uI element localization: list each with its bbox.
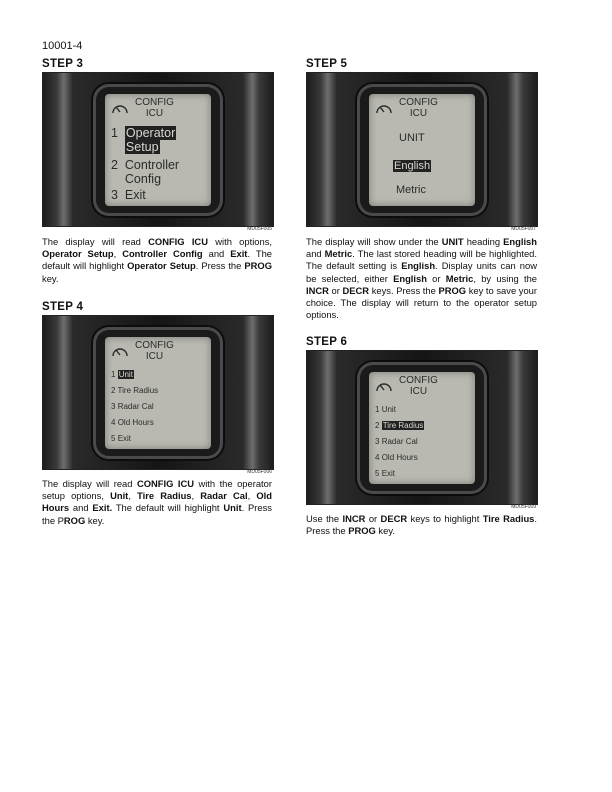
text-run: key. <box>85 514 105 526</box>
text-run: English <box>393 272 427 284</box>
text-run: Old Hours <box>42 490 272 514</box>
gauge-icon <box>375 379 393 393</box>
text-run: DECR <box>342 284 370 296</box>
text-run: key. <box>375 525 395 537</box>
step-5-photo <box>306 72 538 227</box>
text-run: Use the <box>306 513 343 524</box>
step-6-title: STEP 6 <box>306 336 348 348</box>
text-run: The display will read <box>42 236 149 247</box>
lcd-option-metric: Metric <box>396 184 426 196</box>
lcd-screen <box>105 94 211 206</box>
text-run: with options, <box>207 236 272 247</box>
lcd-heading: CONFIG ICU <box>135 340 174 362</box>
display-bezel <box>93 84 223 216</box>
text-run: Metric <box>324 248 353 260</box>
text-run: The display will read <box>42 478 137 489</box>
text-run: PROG <box>244 260 272 272</box>
text-run: Tire Radius <box>137 490 192 502</box>
text-run: and <box>202 248 231 260</box>
text-run: and <box>69 502 93 514</box>
step-4-title: STEP 4 <box>42 301 84 313</box>
text-run: with the operator setup options, <box>42 478 272 502</box>
step-6-text <box>306 513 537 537</box>
text-run: Tire Radius <box>482 513 535 524</box>
text-run: or <box>426 272 446 284</box>
text-run: . Press the <box>195 260 245 272</box>
step-6-figure-id: MD05F009 <box>511 504 536 510</box>
text-run: Exit <box>230 248 248 260</box>
text-run: PROG <box>438 284 467 296</box>
lcd-option-4: 4 Old Hours <box>375 453 418 462</box>
text-run: English <box>401 260 436 272</box>
lcd-option-3: 3 Exit <box>111 188 146 202</box>
text-run: , <box>247 490 257 502</box>
text-run: INCR <box>306 284 329 296</box>
text-run: The display will show under the <box>306 236 442 247</box>
lcd-option-1: 1 Operator Setup <box>111 126 176 154</box>
text-run: , <box>191 490 201 502</box>
step-4-text <box>42 478 272 527</box>
text-run: or <box>365 513 381 524</box>
lcd-option-english: English <box>394 160 431 172</box>
text-run: or <box>328 284 343 296</box>
text-run: . Display units can now be selected, either <box>306 260 537 284</box>
text-run: , <box>113 248 123 260</box>
lcd-option-5: 5 Exit <box>375 469 396 478</box>
text-run: The default will highlight <box>112 502 224 514</box>
lcd-option-2: 2 Tire Radius <box>111 386 159 395</box>
text-run: Operator Setup <box>42 248 114 260</box>
text-run: CONFIG ICU <box>148 236 208 247</box>
text-run: heading <box>463 236 504 247</box>
step-3-figure-id: MD05F005 <box>247 226 272 232</box>
step-3-title: STEP 3 <box>42 58 84 70</box>
lcd-option-2: 2 Controller Config <box>111 158 180 186</box>
gauge-icon <box>375 101 393 115</box>
display-bezel <box>93 327 223 459</box>
text-run: English <box>503 236 537 247</box>
text-run: UNIT <box>441 236 464 247</box>
lcd-screen <box>105 337 211 449</box>
step-4-photo <box>42 315 274 470</box>
step-5-text <box>306 236 537 321</box>
lcd-option-1: 1 Unit <box>375 405 396 414</box>
lcd-option-3: 3 Radar Cal <box>375 437 418 446</box>
text-run: DECR <box>380 513 408 524</box>
text-run: and <box>306 248 325 260</box>
text-run: INCR <box>342 513 366 524</box>
display-bezel <box>357 84 487 216</box>
text-run: . The last stored heading will be highlighted. The default setting is <box>306 248 537 272</box>
step-6-photo <box>306 350 538 505</box>
lcd-menu-list <box>111 367 158 447</box>
lcd-screen <box>369 94 475 206</box>
gauge-icon <box>111 344 129 358</box>
lcd-option-5: 5 Exit <box>111 434 132 443</box>
lcd-menu-list <box>375 402 424 482</box>
text-run: . Press the <box>306 513 538 537</box>
step-4-figure-id: MD05F006 <box>247 469 272 475</box>
display-bezel <box>357 362 487 494</box>
text-run: Exit. <box>92 502 113 514</box>
text-run: Operator Setup <box>127 260 196 272</box>
text-run: Controller Config <box>122 248 203 260</box>
lcd-option-4: 4 Old Hours <box>111 418 154 427</box>
lcd-option-1: 1 Unit <box>111 370 133 379</box>
text-run: keys. Press the <box>369 284 439 296</box>
text-run: , by using the <box>473 272 538 284</box>
text-run: Unit <box>110 490 129 502</box>
lcd-screen <box>369 372 475 484</box>
text-run: ROG <box>63 514 86 526</box>
lcd-unit-heading: UNIT <box>399 132 425 144</box>
lcd-option-3: 3 Radar Cal <box>111 402 154 411</box>
text-run: . The default will highlight <box>42 248 272 272</box>
text-run: , <box>128 490 138 502</box>
text-run: key. <box>42 272 59 284</box>
text-run: . Press the P <box>42 502 272 526</box>
text-run: Unit <box>223 502 242 514</box>
lcd-heading: CONFIG ICU <box>399 97 438 119</box>
text-run: key to save your choice. The display will return to the operator setup options. <box>306 284 538 321</box>
text-run: PROG <box>348 525 376 537</box>
lcd-option-2: 2 Tire Radius <box>375 421 424 430</box>
lcd-heading: CONFIG ICU <box>399 375 438 397</box>
text-run: CONFIG ICU <box>136 478 194 489</box>
gauge-icon <box>111 101 129 115</box>
step-5-figure-id: MD05F007 <box>511 226 536 232</box>
text-run: Radar Cal <box>200 490 248 502</box>
text-run: keys to highlight <box>407 513 483 524</box>
page-number: 10001-4 <box>42 40 83 52</box>
text-run: Metric <box>445 272 474 284</box>
step-3-photo <box>42 72 274 227</box>
lcd-heading: CONFIG ICU <box>135 97 174 119</box>
step-5-title: STEP 5 <box>306 58 348 70</box>
step-3-text <box>42 236 272 285</box>
